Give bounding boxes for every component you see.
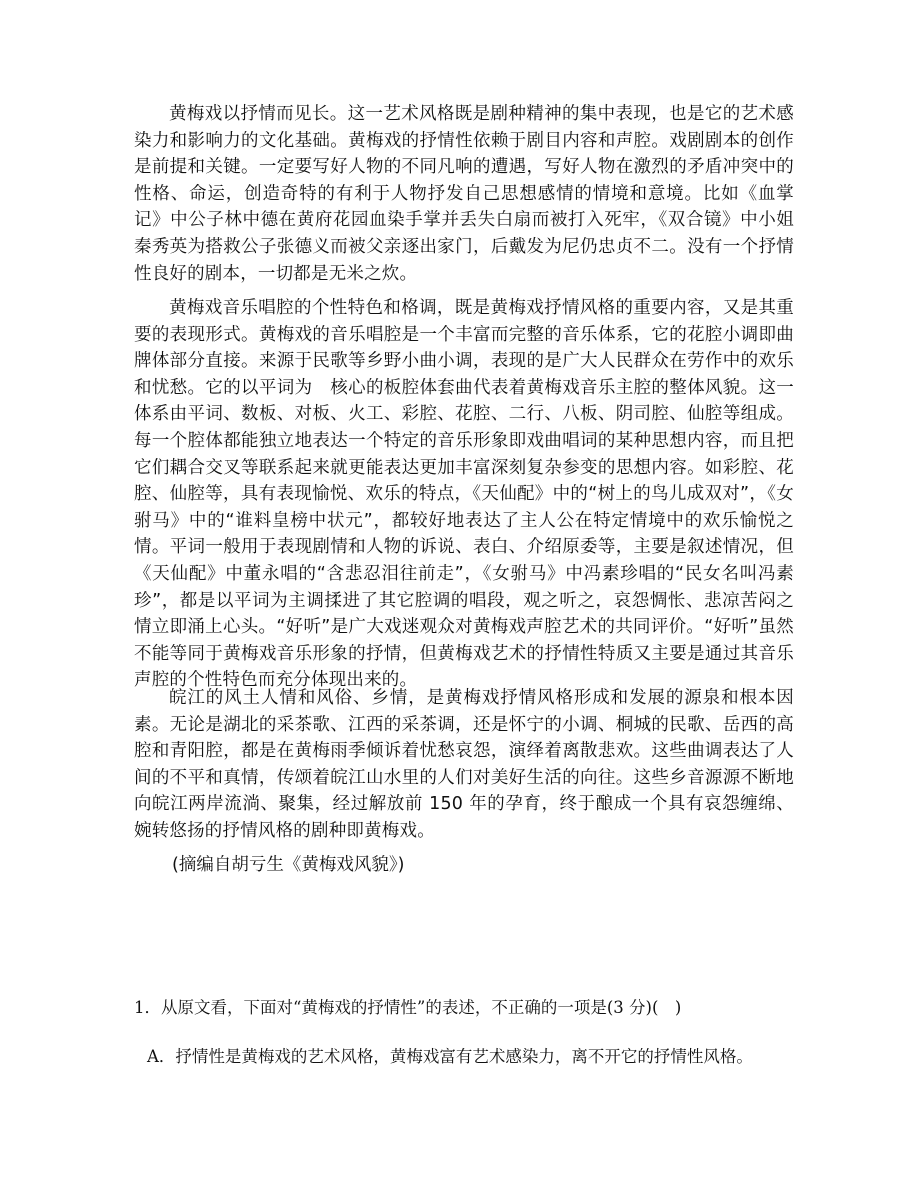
article-source: (摘编自胡亏生《黄梅戏风貌》) — [172, 855, 405, 875]
article-paragraph-1: 黄梅戏以抒情而见长。这一艺术风格既是剧种精神的集中表现，也是它的艺术感染力和影响力的文化基础。黄梅戏的抒情性依赖于剧目内容和声腔。戏剧剧本的创作是前提和关键。一定要写好人物的不同凡响的遭遇，写好人物在激烈的矛盾冲突中的性格、命运，创造奇特的有利于人物抒发自己思想感情的情境和意境。比如《血掌记》中公子林中德在黄府花园血染手掌并丢失白扇而被打入死牢，《双合镜》中小姐秦秀英为搭救公子张德义而被父亲逐出家门，后戴发为尼仍忠贞不二。没有一个抒情性良好的剧本，一切都是无米之炊。 — [134, 104, 794, 284]
question-option-a: A．抒情性是黄梅戏的艺术风格，黄梅戏富有艺术感染力，离不开它的抒情性风格。 — [147, 1047, 753, 1066]
article-paragraph-3: 皖江的风土人情和风俗、乡情，是黄梅戏抒情风格形成和发展的源泉和根本因素。无论是湖北的采茶歌、江西的采茶调，还是怀宁的小调、桐城的民歌、岳西的高腔和青阳腔，都是在黄梅雨季倾诉着忧愁哀怨，演绎着离散悲欢。这些曲调表达了人间的不平和真情，传颂着皖江山水里的人们对美好生活的向往。这些乡音源源不断地向皖江两岸流淌、聚集，经过解放前 150 年的孕育，终于酿成一个具有哀怨缠绵、婉转悠扬的抒情风格的剧种即黄梅戏。 — [134, 688, 794, 841]
question-stem: 1．从原文看，下面对“黄梅戏的抒情性”的表述，不正确的一项是(3 分)( ) — [134, 998, 682, 1017]
article-paragraph-2: 黄梅戏音乐唱腔的个性特色和格调，既是黄梅戏抒情风格的重要内容，又是其重要的表现形式。黄梅戏的音乐唱腔是一个丰富而完整的音乐体系，它的花腔小调即曲牌体部分直接。来源于民歌等乡野小曲小调，表现的是广大人民群众在劳作中的欢乐和忧愁。它的以平词为 核心的板腔体套曲代表着黄梅戏音乐主腔的整体风貌。这一体系由平词、数板、对板、火工、彩腔、花腔、二行、八板、阴司腔、仙腔等组成。每一个腔体都能独立地表达一个特定的音乐形象即戏曲唱词的某种思想内容，而且把它们耦合交叉等联系起来就更能表达更加丰富深刻复杂参变的思想内容。如彩腔、花腔、仙腔等，具有表现愉悦、欢乐的特点，《天仙配》中的“树上的鸟儿成双对”，《女驸马》中的“谁料皇榜中状元”，都较好地表达了主人公在特定情境中的欢乐愉悦之情。平词一般用于表现剧情和人物的诉说、表白、介绍原委等，主要是叙述情况，但《天仙配》中董永唱的“含悲忍泪往前走”，《女驸马》中冯素珍唱的“民女名叫冯素珍”，都是以平词为主调揉进了其它腔调的唱段，观之听之，哀怨惆怅、悲凉苦闷之情立即涌上心头。“好听”是广大戏迷观众对黄梅戏声腔艺术的共同评价。“好听”虽然不能等同于黄梅戏音乐形象的抒情，但黄梅戏艺术的抒情性特质又主要是通过其音乐声腔的个性特色而充分体现出来的。 — [134, 298, 794, 691]
